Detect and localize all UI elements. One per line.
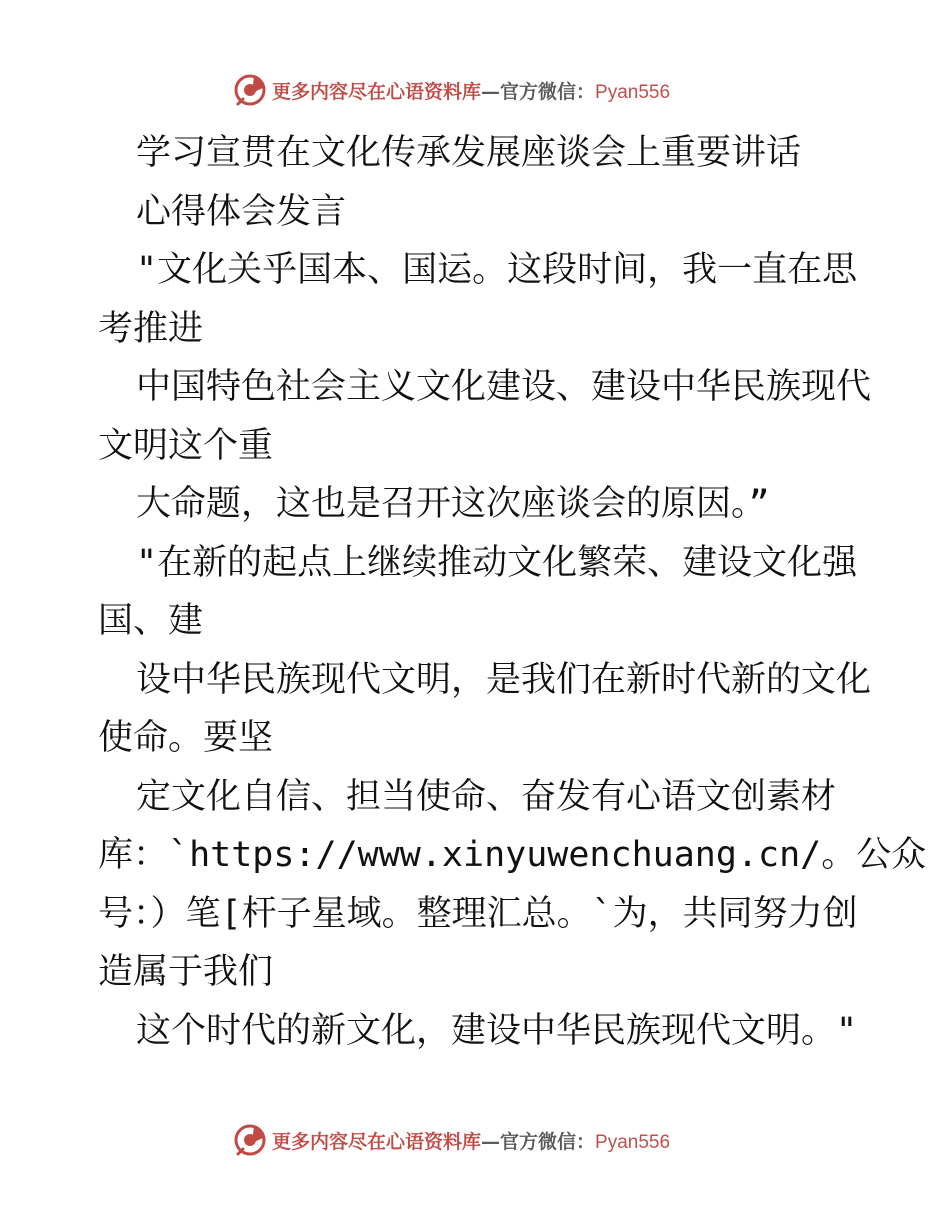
paragraph-line: 库：`https://www.xinyuwenchuang.cn/。公众 — [98, 835, 927, 875]
footer-banner-wechat-id: Pyan556 — [595, 1131, 671, 1153]
paragraph-line: 国、建 — [98, 601, 204, 641]
header-banner-wechat-id: Pyan556 — [595, 81, 671, 103]
paragraph-line: "文化关乎国本、国运。这段时间，我一直在思 — [136, 250, 858, 290]
document-body — [98, 124, 927, 1060]
paragraph-line: 这个时代的新文化，建设中华民族现代文明。" — [136, 1010, 858, 1051]
footer-banner-text — [272, 1127, 670, 1154]
footer-banner-wechat-label: —官方微信： — [481, 1130, 596, 1153]
paragraph-line: 设中华民族现代文明，是我们在新时代新的文化 — [136, 659, 872, 700]
header-banner — [234, 70, 670, 110]
title-line: 学习宣贯在文化传承发展座谈会上重要讲话 — [136, 133, 802, 173]
paragraph-line: 使命。要坚 — [98, 718, 274, 758]
paragraph-line: 考推进 — [98, 308, 204, 349]
footer-banner-title: 更多内容尽在心语资料库 — [272, 1130, 482, 1153]
pen-logo-icon — [234, 73, 268, 107]
header-banner-wechat-label: —官方微信： — [481, 80, 596, 103]
paragraph-line: 中国特色社会主义文化建设、建设中华民族现代 — [136, 367, 872, 407]
header-banner-title: 更多内容尽在心语资料库 — [272, 80, 482, 103]
subtitle-line: 心得体会发言 — [136, 191, 347, 232]
paragraph-line: 大命题，这也是召开这次座谈会的原因。” — [136, 484, 770, 524]
paragraph-line: 号：）笔[杆子星域。整理汇总。`为，共同努力创 — [98, 893, 858, 934]
paragraph-line: 文明这个重 — [98, 425, 274, 466]
paragraph-line: 造属于我们 — [98, 952, 274, 992]
pen-logo-icon — [234, 1123, 268, 1157]
header-banner-text — [272, 77, 670, 104]
paragraph-line: 定文化自信、担当使命、奋发有心语文创素材 — [136, 776, 837, 817]
paragraph-line: "在新的起点上继续推动文化繁荣、建设文化强 — [136, 542, 858, 583]
footer-banner — [234, 1120, 670, 1160]
